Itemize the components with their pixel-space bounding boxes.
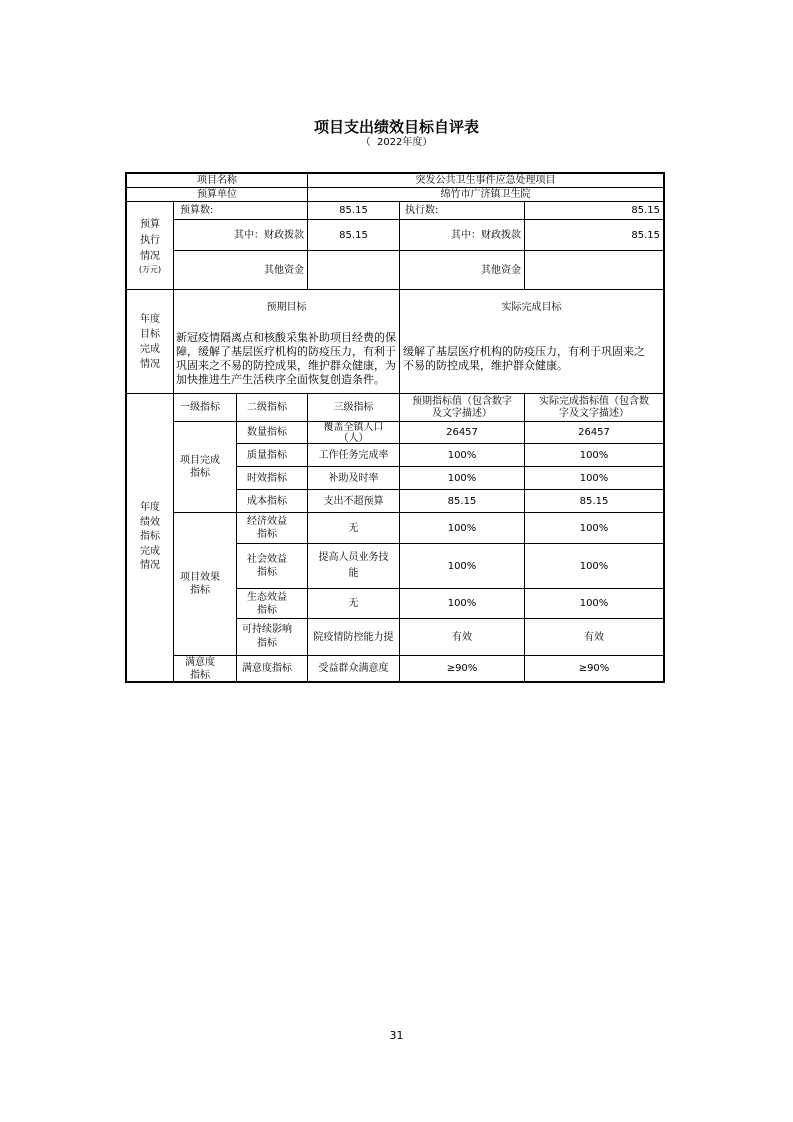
indicators-section-label (126, 393, 174, 682)
other-funds-executed-label: 其他资金 (481, 264, 521, 276)
level2-line: 指标 (257, 604, 277, 616)
expected-value: 26457 (446, 427, 478, 438)
expected-value: 100% (447, 560, 477, 572)
level3-line: 院疫情防控能力提 (313, 631, 394, 643)
level1-line: 项目完成 (180, 455, 220, 466)
header-level3 (307, 393, 400, 422)
level3-line: 工作任务完成率 (318, 449, 389, 461)
level3-line: 覆盖全镇人口 (323, 421, 384, 433)
header-expected-line: 预期指标值（包含数字 (412, 395, 512, 407)
level2-line: 指标 (257, 567, 277, 578)
actual-value: 100% (579, 560, 609, 572)
level2-line: 指标 (257, 529, 277, 540)
document-title: 项目支出绩效目标自评表 (313, 118, 479, 136)
actual-goal-text: 缓解了基层医疗机构的防疫压力，有利于巩固来之不易的防控成果，维护群众健康。 (403, 344, 645, 372)
table-row-level2 (236, 489, 308, 513)
level2-line: 社会效益 (247, 554, 287, 565)
header-level1 (173, 393, 237, 422)
level1-line: 满意度 (185, 656, 215, 668)
section-label-line: 情况 (140, 358, 160, 370)
table-row-expected (399, 588, 525, 619)
level2-text: 成本指标 (247, 495, 287, 507)
level2-line: 可持续影响 (242, 624, 292, 635)
header-level2-text: 二级指标 (247, 402, 287, 413)
table-row-expected (399, 466, 525, 490)
executed-total-label-cell (399, 201, 525, 220)
table-row-expected (399, 512, 525, 544)
table-row-level3 (307, 512, 400, 544)
section-label-line: 执行 (140, 234, 160, 246)
fiscal-executed-cell (524, 219, 664, 251)
level3-line: （人） (338, 432, 369, 444)
table-row-expected (399, 489, 525, 513)
budget-total-label: 预算数: (180, 205, 214, 216)
table-row-actual (524, 655, 664, 682)
table-row-level3 (307, 543, 400, 589)
level2-line: 生态效益 (247, 591, 287, 603)
executed-total-value: 85.15 (631, 205, 660, 216)
fiscal-executed-value: 85.15 (631, 229, 660, 241)
other-funds-executed-cell (524, 250, 664, 290)
goals-section-label (126, 289, 174, 394)
header-level3-text: 三级指标 (333, 402, 374, 413)
table-row-expected (399, 655, 525, 682)
header-expected-line: 及文字描述） (432, 407, 492, 419)
actual-value: 有效 (584, 631, 604, 643)
table-row-level2 (236, 466, 308, 490)
table-row-actual (524, 489, 664, 513)
level2-text: 时效指标 (247, 472, 287, 484)
table-row-level3 (307, 655, 400, 682)
table-row-level3 (307, 466, 400, 490)
table-row-level2 (236, 421, 308, 444)
level3-line: 能 (348, 568, 359, 579)
actual-value: 85.15 (579, 495, 609, 507)
budget-total-cell (307, 201, 400, 220)
actual-value: 100% (579, 472, 609, 484)
fiscal-executed-label: 其中：财政拨款 (451, 229, 521, 241)
actual-goal-cell (399, 289, 664, 394)
table-row-level2 (236, 618, 308, 656)
section-label-line: 年度 (140, 313, 160, 325)
level2-text: 满意度指标 (242, 663, 292, 674)
budget-section-label (126, 201, 174, 290)
table-row-level2 (236, 588, 308, 619)
budget-unit: 绵竹市广济镇卫生院 (440, 189, 531, 200)
level2-line: 经济效益 (247, 516, 287, 527)
expected-goal-cell (173, 289, 400, 394)
expected-value: 100% (447, 449, 477, 461)
page-number: 31 (389, 1029, 404, 1042)
budget-total-label-cell (173, 201, 308, 220)
level1-project-completion (173, 421, 237, 513)
expected-value: 100% (447, 598, 477, 609)
actual-value: 100% (579, 449, 609, 461)
level3-line: 无 (348, 522, 359, 534)
level1-satisfaction (173, 655, 237, 682)
executed-total-cell (524, 201, 664, 220)
expected-value: 100% (447, 472, 477, 484)
header-expected (399, 393, 525, 422)
table-row-level2 (236, 655, 308, 682)
table-row-level3 (307, 618, 400, 656)
level3-line: 无 (348, 598, 359, 609)
table-row-expected (399, 618, 525, 656)
table-row-expected (399, 543, 525, 589)
section-label-line: 指标 (140, 531, 160, 543)
other-funds-budget-cell (307, 250, 400, 290)
section-label-line: 完成 (140, 545, 160, 557)
level2-line: 指标 (257, 638, 277, 649)
executed-total-label: 执行数: (405, 205, 439, 216)
fiscal-budget-label: 其中：财政拨款 (234, 229, 304, 241)
header-actual (524, 393, 664, 422)
section-label-line: 绩效 (140, 516, 160, 528)
level3-line: 补助及时率 (328, 472, 379, 484)
fiscal-budget-value: 85.15 (339, 229, 368, 241)
expected-value: 85.15 (447, 495, 477, 507)
section-label-line: 目标 (140, 328, 160, 340)
table-row-expected (399, 421, 525, 444)
header-level2 (236, 393, 308, 422)
level1-project-effect (173, 512, 237, 656)
expected-value: 有效 (452, 631, 472, 643)
budget-total-value: 85.15 (339, 205, 368, 216)
table-row-actual (524, 512, 664, 544)
table-row-level3 (307, 489, 400, 513)
level1-line: 指标 (190, 669, 210, 681)
other-funds-label-cell (173, 250, 308, 290)
level3-line: 支出不超预算 (323, 495, 384, 507)
level2-text: 质量指标 (247, 449, 287, 461)
level3-line: 受益群众满意度 (318, 663, 389, 674)
expected-goal-title: 预期目标 (266, 301, 307, 313)
fiscal-budget-label-cell (173, 219, 308, 251)
section-label-unit: (万元) (138, 264, 162, 274)
level1-line: 指标 (190, 468, 210, 479)
table-row-actual (524, 443, 664, 467)
project-name-label: 项目名称 (197, 175, 237, 186)
header-actual-line: 实际完成指标值（包含数 (539, 395, 649, 407)
section-label-line: 年度 (140, 502, 160, 514)
expected-value: ≥90% (446, 663, 478, 674)
other-funds-label: 其他资金 (264, 264, 304, 276)
table-row-actual (524, 421, 664, 444)
project-name-label-cell (126, 173, 308, 188)
budget-unit-label: 预算单位 (197, 189, 237, 200)
table-row-level3 (307, 421, 400, 444)
table-row-level3 (307, 443, 400, 467)
table-row-expected (399, 443, 525, 467)
table-row-level2 (236, 512, 308, 544)
budget-unit-cell (307, 187, 664, 202)
expected-goal-text: 新冠疫情隔离点和核酸采集补助项目经费的保障，缓解了基层医疗机构的防疫压力，有利于巩固来之不易的防控成果，维护群众健康，为加快推进生产生活秩序全面恢复创造条件。 (176, 330, 396, 386)
section-label-line: 情况 (140, 250, 160, 262)
table-row-actual (524, 618, 664, 656)
level3-line: 提高人员业务技 (318, 552, 389, 563)
section-label-line: 预算 (140, 218, 160, 230)
fiscal-budget-cell (307, 219, 400, 251)
actual-value: 100% (579, 598, 609, 609)
actual-value: 100% (579, 522, 609, 534)
budget-unit-label-cell (126, 187, 308, 202)
other-funds-executed-label-cell (399, 250, 525, 290)
section-label-line: 情况 (140, 560, 160, 572)
header-level1-text: 一级指标 (180, 402, 220, 413)
level1-line: 指标 (190, 585, 210, 596)
table-row-level2 (236, 543, 308, 589)
table-row-actual (524, 543, 664, 589)
actual-value: ≥90% (578, 663, 610, 674)
fiscal-executed-label-cell (399, 219, 525, 251)
project-name-cell (307, 173, 664, 188)
table-row-level2 (236, 443, 308, 467)
table-row-level3 (307, 588, 400, 619)
level1-line: 项目效果 (180, 572, 220, 583)
header-actual-line: 字及文字描述） (559, 407, 629, 419)
section-label-line: 完成 (140, 343, 160, 355)
document-subtitle: （ 2022年度） (360, 137, 433, 148)
table-row-actual (524, 466, 664, 490)
expected-value: 100% (447, 522, 477, 534)
actual-goal-title: 实际完成目标 (501, 301, 562, 313)
table-row-actual (524, 588, 664, 619)
actual-value: 26457 (578, 427, 610, 438)
level2-text: 数量指标 (247, 427, 287, 438)
project-name: 突发公共卫生事件应急处理项目 (415, 175, 556, 186)
